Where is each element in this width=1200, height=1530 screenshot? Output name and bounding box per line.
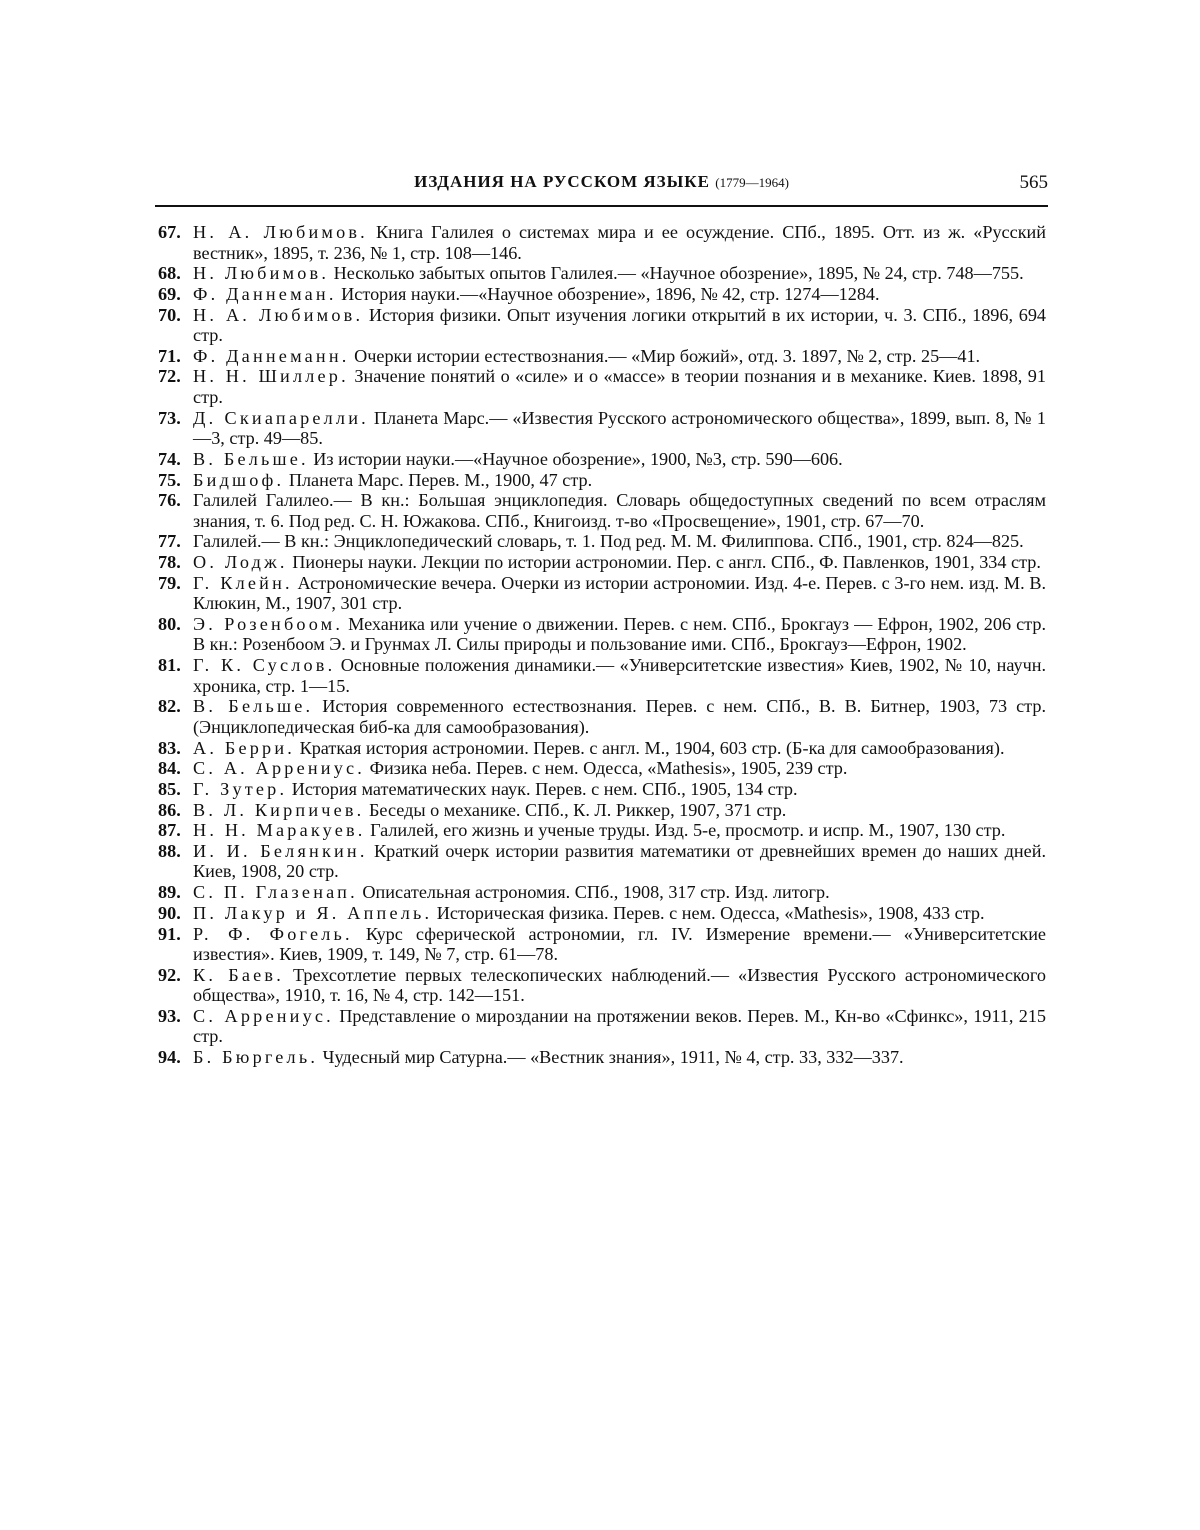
entry-text: Основные положения динамики.— «Университетские известия» Киев, 1902, № 10, научн. хроника, стр. 1—15. xyxy=(193,655,1047,696)
entry-author: Н. А. Любимов. xyxy=(193,304,364,325)
entry-number: 69. xyxy=(158,283,181,304)
bibliography-entry xyxy=(158,779,1046,800)
entry-author: С. Аррениус. xyxy=(193,1005,334,1026)
entry-text: Планета Марс. Перев. М., 1900, 47 стр. xyxy=(288,469,593,490)
entry-text: Очерки истории естествознания.— «Мир божий», отд. 3. 1897, № 2, стр. 25—41. xyxy=(354,345,981,366)
entry-number: 73. xyxy=(158,407,181,428)
entry-author: Н. А. Любимов. xyxy=(193,222,368,242)
bibliography-entry xyxy=(158,655,1046,696)
entry-number: 79. xyxy=(158,572,181,593)
bibliography-entry xyxy=(158,366,1046,407)
entry-text: Трехсотлетие первых телескопических наблюдений.— «Известия Русского астрономического общества», 1910, т. 16, № 4, стр. 142—151. xyxy=(193,964,1046,1006)
bibliography-entry xyxy=(158,882,1046,903)
running-title-text: ИЗДАНИЯ НА РУССКОМ ЯЗЫКЕ xyxy=(414,172,710,191)
entry-number: 72. xyxy=(158,366,181,387)
entry-number: 80. xyxy=(158,613,181,634)
entry-number: 76. xyxy=(158,490,181,511)
entry-text: Беседы о механике. СПб., К. Л. Риккер, 1907, 371 стр. xyxy=(368,799,787,820)
entry-author: Г. Клейн. xyxy=(193,572,293,593)
entry-number: 90. xyxy=(158,902,181,923)
entry-author: Н. Н. Маракуев. xyxy=(193,820,366,841)
entry-text: Чудесный мир Сатурна.— «Вестник знания», 1911, № 4, стр. 33, 332—337. xyxy=(322,1047,904,1068)
entry-text: Книга Галилея о системах мира и ее осуждение. СПб., 1895. Отт. из ж. «Русский вестник», 1895, т. 236, № 1, стр. 108—146. xyxy=(193,222,1047,263)
entry-number: 93. xyxy=(158,1005,181,1026)
bibliography-entry xyxy=(158,841,1046,882)
entry-text: История физики. Опыт изучения логики открытий в их истории, ч. 3. СПб., 1896, 694 стр. xyxy=(193,304,1047,346)
running-title-years: (1779—1964) xyxy=(715,175,789,190)
entry-text: Галилей.— В кн.: Энциклопедический словарь, т. 1. Под ред. М. М. Филиппова. СПб., 1901, стр. 824—825. xyxy=(193,531,1024,552)
entry-text: Планета Марс.— «Известия Русского астрономического общества», 1899, вып. 8, № 1—3, стр. 49—85. xyxy=(193,407,1047,449)
entry-number: 78. xyxy=(158,552,181,573)
entry-text: История математических наук. Перев. с нем. СПб., 1905, 134 стр. xyxy=(291,778,798,799)
entry-number: 67. xyxy=(158,222,181,242)
entry-author: Н. Любимов. xyxy=(193,263,330,284)
entry-author: Г. К. Суслов. xyxy=(193,655,336,676)
entry-author: В. Бельше. xyxy=(193,696,314,717)
entry-author: И. И. Белянкин. xyxy=(193,840,368,861)
entry-text: Курс сферической астрономии, гл. IV. Измерение времени.— «Университетские известия». Киев, 1909, т. 149, № 7, стр. 61—78. xyxy=(193,923,1047,964)
entry-text: Представление о мироздании на протяжении веков. Перев. М., Кн-во «Сфинкс», 1911, 215 стр. xyxy=(193,1005,1047,1047)
bibliography-entry xyxy=(158,758,1046,779)
entry-number: 81. xyxy=(158,655,181,676)
bibliography-entry xyxy=(158,552,1046,573)
entry-text: Галилей Галилео.— В кн.: Большая энциклопедия. Словарь общедоступных сведений по всем отраслям знания, т. 6. Под ред. С. Н. Южакова. СПб., Книгоизд. т-во «Просвещение», 1901, стр. 67—70. xyxy=(193,490,1046,531)
entry-number: 68. xyxy=(158,263,181,284)
entry-author: Б. Бюргель. xyxy=(193,1047,319,1068)
entry-number: 75. xyxy=(158,469,181,490)
bibliography-entry xyxy=(158,924,1046,965)
page-number: 565 xyxy=(1019,172,1048,193)
entry-number: 74. xyxy=(158,448,181,469)
bibliography-entry xyxy=(158,531,1046,552)
entry-text: Описательная астрономия. СПб., 1908, 317 стр. Изд. литогр. xyxy=(362,882,830,903)
bibliography-entry xyxy=(158,965,1046,1006)
entry-author: С. П. Глазенап. xyxy=(193,882,358,903)
entry-author: П. Лакур и Я. Аппель. xyxy=(193,902,433,923)
entry-number: 82. xyxy=(158,696,181,717)
entry-number: 87. xyxy=(158,820,181,841)
entry-number: 70. xyxy=(158,304,181,325)
bibliography-entry xyxy=(158,1006,1046,1047)
bibliography-entry xyxy=(158,903,1046,924)
entry-text: Астрономические вечера. Очерки из истории астрономии. Изд. 4-е. Перев. с 3-го нем. изд. М. В. Клюкин, М., 1907, 301 стр. xyxy=(193,572,1046,614)
bibliography-entry xyxy=(158,490,1046,531)
entry-number: 89. xyxy=(158,882,181,903)
entry-number: 86. xyxy=(158,799,181,820)
running-header xyxy=(155,172,1048,198)
entry-author: Ф. Даннеманн. xyxy=(193,345,350,366)
entry-text: Значение понятий о «силе» и о «массе» в теории познания и в механике. Киев. 1898, 91 стр. xyxy=(193,366,1046,407)
entry-author: Бидшоф. xyxy=(193,469,285,490)
bibliography-list xyxy=(158,222,1046,1068)
entry-text: Краткий очерк истории развития математики от древнейших времен до наших дней. Киев, 1908, 20 стр. xyxy=(193,840,1047,882)
entry-text: Галилей, его жизнь и ученые труды. Изд. 5-е, просмотр. и испр. М., 1907, 130 стр. xyxy=(370,820,1006,841)
bibliography-entry xyxy=(158,573,1046,614)
entry-text: Несколько забытых опытов Галилея.— «Научное обозрение», 1895, № 24, стр. 748—755. xyxy=(333,263,1024,284)
entry-number: 92. xyxy=(158,964,181,985)
bibliography-entry xyxy=(158,263,1046,284)
entry-text: Механика или учение о движении. Перев. с нем. СПб., Брокгауз — Ефрон, 1902, 206 стр. В кн.: Розенбоом Э. и Грунмах Л. Силы природы и пользование ими. СПб., Брокгауз—Ефрон, 1902. xyxy=(193,613,1046,655)
entry-author: Д. Скиапарелли. xyxy=(193,407,369,428)
bibliography-entry xyxy=(158,222,1046,263)
entry-number: 88. xyxy=(158,840,181,861)
entry-author: Р. Ф. Фогель. xyxy=(193,923,353,944)
entry-text: История современного естествознания. Перев. с нем. СПб., В. В. Битнер, 1903, 73 стр. (Энциклопедическая биб-ка для самообразования). xyxy=(193,696,1046,737)
entry-author: Э. Розенбоом. xyxy=(193,613,344,634)
bibliography-entry xyxy=(158,408,1046,449)
entry-number: 91. xyxy=(158,923,181,944)
entry-author: Г. Зутер. xyxy=(193,778,288,799)
entry-author: А. Берри. xyxy=(193,737,296,758)
bibliography-entry xyxy=(158,305,1046,346)
entry-author: О. Лодж. xyxy=(193,552,288,573)
bibliography-entry xyxy=(158,449,1046,470)
bibliography-entry xyxy=(158,614,1046,655)
entry-author: Ф. Даннеман. xyxy=(193,283,337,304)
bibliography-entry xyxy=(158,346,1046,367)
entry-author: К. Баев. xyxy=(193,964,284,985)
bibliography-entry xyxy=(158,470,1046,491)
running-title xyxy=(155,172,1048,192)
bibliography-entry xyxy=(158,800,1046,821)
entry-author: С. А. Аррениус. xyxy=(193,758,366,779)
entry-text: Пионеры науки. Лекции по истории астрономии. Пер. с англ. СПб., Ф. Павленков, 1901, 334 стр. xyxy=(292,552,1041,573)
entry-number: 94. xyxy=(158,1047,181,1068)
entry-text: Физика неба. Перев. с нем. Одесса, «Mathesis», 1905, 239 стр. xyxy=(369,758,848,779)
entry-author: В. Л. Кирпичев. xyxy=(193,799,365,820)
entry-number: 85. xyxy=(158,778,181,799)
bibliography-entry xyxy=(158,738,1046,759)
entry-number: 84. xyxy=(158,758,181,779)
header-rule xyxy=(155,205,1048,207)
bibliography-entry xyxy=(158,820,1046,841)
entry-text: Из истории науки.—«Научное обозрение», 1900, №3, стр. 590—606. xyxy=(313,448,843,469)
entry-author: Н. Н. Шиллер. xyxy=(193,366,349,387)
bibliography-entry xyxy=(158,1047,1046,1068)
bibliography-entry xyxy=(158,696,1046,737)
entry-number: 71. xyxy=(158,345,181,366)
entry-author: В. Бельше. xyxy=(193,448,309,469)
entry-text: Краткая история астрономии. Перев. с англ. М., 1904, 603 стр. (Б-ка для самообразования). xyxy=(299,737,1005,758)
entry-number: 77. xyxy=(158,531,181,552)
entry-text: Историческая физика. Перев. с нем. Одесса, «Mathesis», 1908, 433 стр. xyxy=(436,902,985,923)
entry-text: История науки.—«Научное обозрение», 1896, № 42, стр. 1274—1284. xyxy=(341,283,880,304)
entry-number: 83. xyxy=(158,737,181,758)
bibliography-entry xyxy=(158,284,1046,305)
